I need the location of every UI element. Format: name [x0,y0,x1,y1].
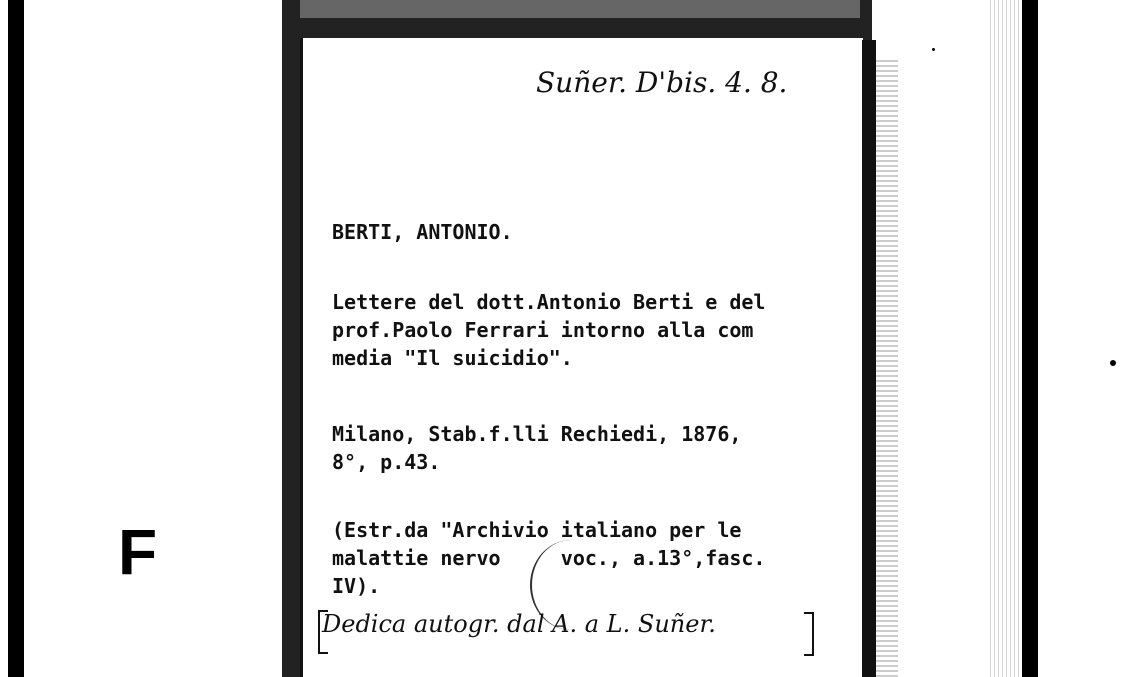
scan-right-border [1022,0,1038,677]
scan-right-noise [990,0,1024,677]
shelfmark: Suñer. D'bis. 4. 8. [536,66,788,99]
card-imprint-line-1: Milano, Stab.f.lli Rechiedi, 1876, [332,422,742,446]
card-author: BERTI, ANTONIO. [332,220,513,244]
card-note-line-2: malattie nervo voc., a.13°,fasc. [332,546,766,570]
scan-left-border [8,0,24,677]
card-shadow [862,40,876,677]
card-note-line-3: IV). [332,574,381,598]
card-title-line-2: prof.Paolo Ferrari intorno alla com [332,318,754,342]
card-note-line-1: (Estr.da "Archivio italiano per le [332,518,742,542]
card-imprint-line-2: 8°, p.43. [332,450,441,474]
scan-speck [1110,360,1116,366]
margin-letter: F [118,516,158,588]
dedication-note: Dedica autogr. dal A. a L. Suñer. [322,610,716,638]
scan-speck [932,48,935,51]
card-tray-top [300,0,860,18]
bracket-close [804,612,814,656]
card-edge [876,60,898,677]
card-title-line-3: media "Il suicidio". [332,346,573,370]
card-title-line-1: Lettere del dott.Antonio Berti e del [332,290,766,314]
